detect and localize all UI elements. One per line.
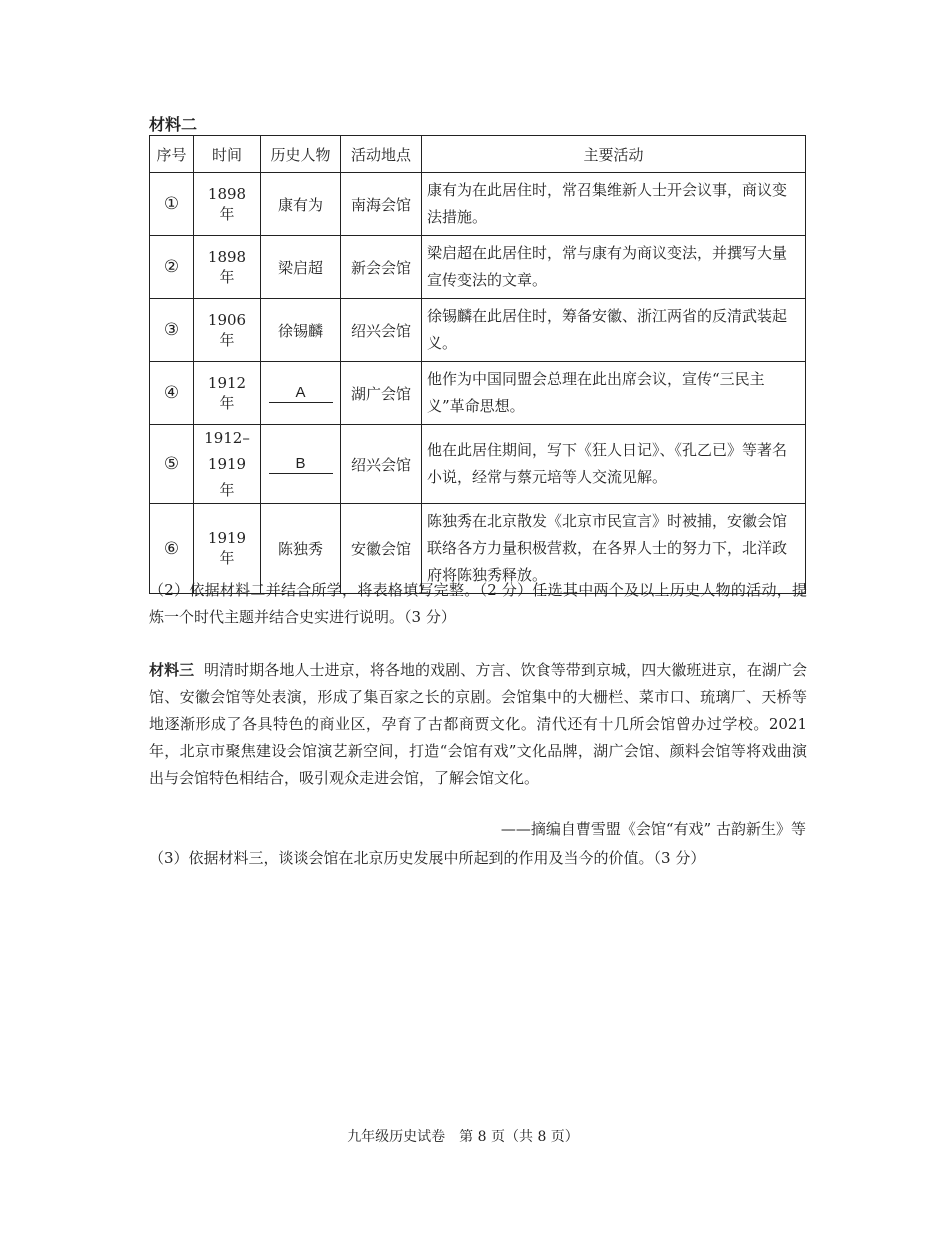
table-row xyxy=(150,299,806,362)
table-row xyxy=(150,173,806,236)
row-activity: 他在此居住期间，写下《狂人日记》、《孔乙已》等著名小说，经常与蔡元培等人交流见解。 xyxy=(422,425,806,504)
row-person: 梁启超 xyxy=(261,236,341,299)
row-activity: 陈独秀在北京散发《北京市民宣言》时被捕，安徽会馆联络各方力量积极营救，在各界人士的努力下，北洋政府将陈独秀释放。 xyxy=(422,504,806,594)
section-title-material-3: 材料三 xyxy=(149,661,195,679)
table-header-row xyxy=(150,136,806,173)
row-number: ③ xyxy=(150,299,194,362)
row-place: 安徽会馆 xyxy=(341,504,422,594)
row-number: ⑥ xyxy=(150,504,194,594)
header-time: 时间 xyxy=(194,136,261,173)
row-number: ① xyxy=(150,173,194,236)
row-number: ⑤ xyxy=(150,425,194,504)
header-activity: 主要活动 xyxy=(422,136,806,173)
row-time: 1898 年 xyxy=(194,236,261,299)
row-place: 绍兴会馆 xyxy=(341,425,422,504)
row-activity: 他作为中国同盟会总理在此出席会议，宣传“三民主义”革命思想。 xyxy=(422,362,806,425)
row-place: 湖广会馆 xyxy=(341,362,422,425)
material-3-paragraph xyxy=(149,657,807,792)
table-row xyxy=(150,236,806,299)
row-person-blank xyxy=(261,425,341,504)
fill-blank-a[interactable]: A xyxy=(269,384,333,403)
source-citation: ——摘编自曹雪盟《会馆“有戏” 古韵新生》等 xyxy=(500,820,806,838)
table-row xyxy=(150,425,806,504)
row-place: 新会会馆 xyxy=(341,236,422,299)
section-title-material-2: 材料二 xyxy=(149,115,198,134)
material-3-text: 明清时期各地人士进京，将各地的戏剧、方言、饮食等带到京城，四大徽班进京，在湖广会馆、安徽会馆等处表演，形成了集百家之长的京剧。会馆集中的大栅栏、菜市口、琉璃厂、天桥等地逐渐形成了各具特色的商业区，孕育了古都商贾文化。清代还有十几所会馆曾办过学校。2021 年，北京市聚焦建设会馆演艺新空间，打造“会馆有戏”文化品牌，湖广会馆、颜料会馆等将戏曲演出与会馆特色相结合，吸引观众走进会馆，了解会馆文化。 xyxy=(149,661,807,787)
row-person: 康有为 xyxy=(261,173,341,236)
row-time: 1912 年 xyxy=(194,362,261,425)
row-person: 徐锡麟 xyxy=(261,299,341,362)
row-place: 南海会馆 xyxy=(341,173,422,236)
row-number: ④ xyxy=(150,362,194,425)
row-time: 1906 年 xyxy=(194,299,261,362)
row-place: 绍兴会馆 xyxy=(341,299,422,362)
row-time: 1912–1919 年 xyxy=(194,425,261,504)
row-activity: 徐锡麟在此居住时，筹备安徽、浙江两省的反清武装起义。 xyxy=(422,299,806,362)
row-activity: 康有为在此居住时，常召集维新人士开会议事，商议变法措施。 xyxy=(422,173,806,236)
question-3: （3）依据材料三，谈谈会馆在北京历史发展中所起到的作用及当今的价值。（3 分） xyxy=(149,849,706,867)
table-row xyxy=(150,362,806,425)
header-person: 历史人物 xyxy=(261,136,341,173)
question-2: （2）依据材料二并结合所学，将表格填写完整。（2 分）任选其中两个及以上历史人物的活动，提炼一个时代主题并结合史实进行说明。（3 分） xyxy=(149,581,807,626)
page-footer: 九年级历史试卷 第 8 页（共 8 页） xyxy=(347,1129,579,1145)
fill-blank-b[interactable]: B xyxy=(269,455,333,474)
row-time: 1919 年 xyxy=(194,504,261,594)
row-activity: 梁启超在此居住时，常与康有为商议变法，并撰写大量宣传变法的文章。 xyxy=(422,236,806,299)
row-number: ② xyxy=(150,236,194,299)
header-place: 活动地点 xyxy=(341,136,422,173)
row-person: 陈独秀 xyxy=(261,504,341,594)
row-person-blank xyxy=(261,362,341,425)
material-table xyxy=(149,135,806,594)
row-time: 1898 年 xyxy=(194,173,261,236)
header-no: 序号 xyxy=(150,136,194,173)
